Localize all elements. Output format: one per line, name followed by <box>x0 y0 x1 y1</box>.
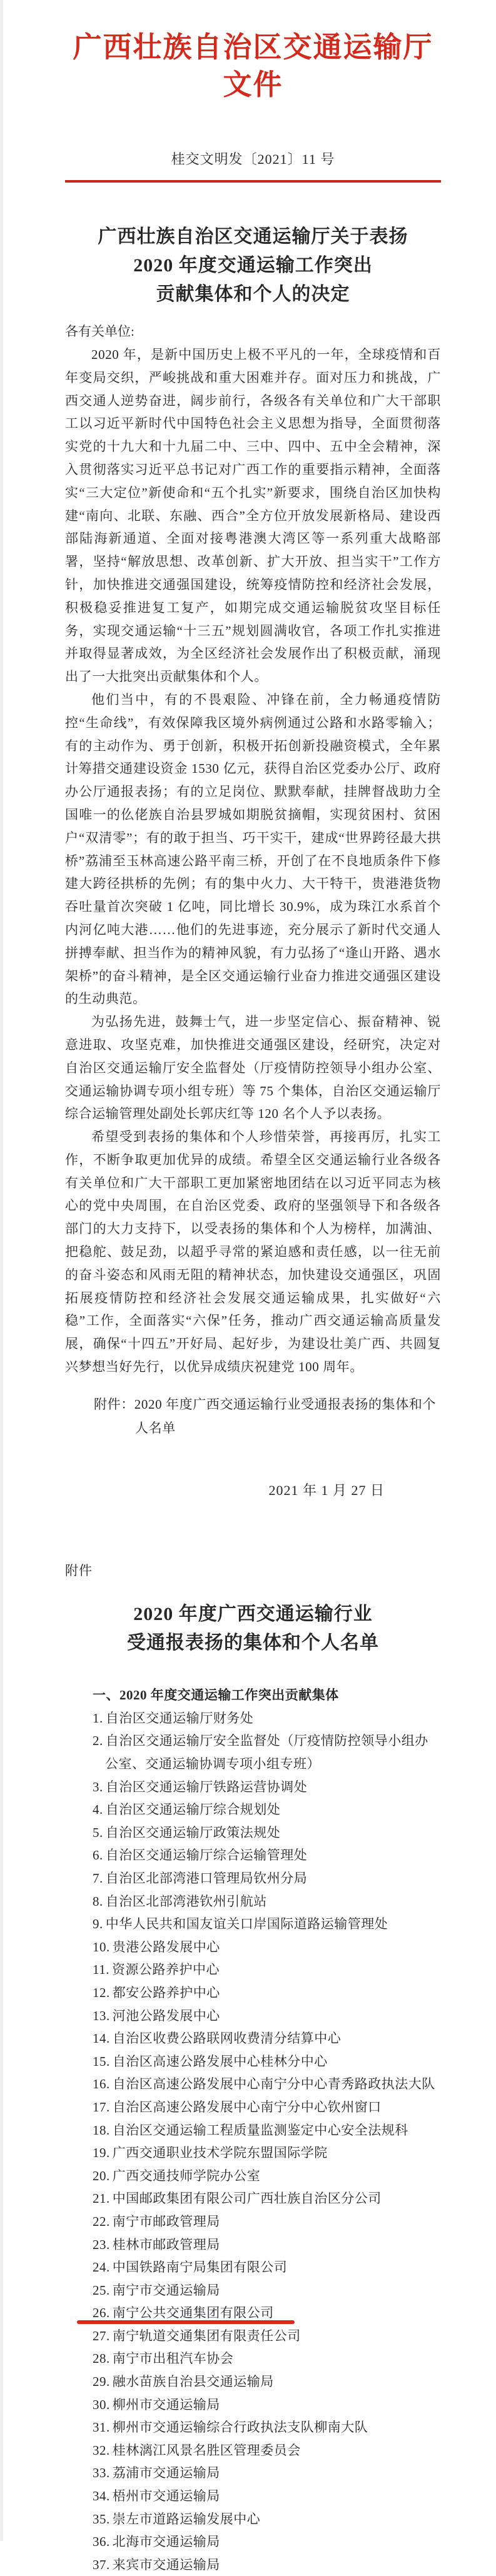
collective-item-10 <box>65 1936 441 1959</box>
collective-item-35 <box>65 2508 441 2531</box>
item-number: 23. <box>93 2236 110 2252</box>
collective-item-5 <box>65 1821 441 1844</box>
decision-title <box>65 223 441 309</box>
collective-item-8 <box>65 1890 441 1913</box>
decision-paragraph-4: 希望受到表扬的集体和个人珍惜荣誉，再接再厉，扎实工作，不断争取更加优异的成绩。希望全区交通运输行业各级各有关单位和广大干部职工更加紧密地团结在以习近平同志为核心的党中央周围，在自治区党委、政府的坚强领导下和各级各部门的大力支持下，以受表扬的集体和个人为榜样，加满油、把稳舵、鼓足劲，以超乎寻常的紧迫感和责任感，以一往无前的奋斗姿态和风雨无阻的精神状态，加快建设交通强区，巩固拓展疫情防控和经济社会发展交通运输成果，扎实做好“六稳”工作，全面落实“六保”任务，推动广西交通运输高质量发展，确保“十四五”开好局、起好步，为建设壮美广西、共圆复兴梦想当好先行，以优异成绩庆祝建党 100 周年。 <box>65 1129 441 1375</box>
item-number: 19. <box>93 2145 110 2161</box>
item-number: 5. <box>93 1824 103 1840</box>
item-text: 南宁市出租汽车协会 <box>112 2351 234 2367</box>
item-number: 31. <box>93 2420 110 2435</box>
item-text: 河池公路发展中心 <box>112 2008 220 2023</box>
item-text: 自治区高速公路发展中心南宁分中心青秀路政执法大队 <box>112 2076 435 2092</box>
item-number: 27. <box>93 2328 110 2343</box>
appendix-label: 附件 <box>65 1562 93 1578</box>
item-number: 2. <box>93 1733 103 1749</box>
decision-title-line-1: 广西壮族自治区交通运输厅关于表扬 <box>98 226 408 247</box>
collective-item-37 <box>65 2553 441 2576</box>
item-number: 10. <box>93 1939 110 1955</box>
collective-item-28 <box>65 2347 441 2370</box>
collective-item-27 <box>65 2325 441 2348</box>
collectives-list <box>65 1707 441 2576</box>
item-text: 南宁市交通运输局 <box>112 2282 220 2298</box>
item-text: 梧州市交通运输局 <box>112 2488 220 2504</box>
issue-date: 2021 年 1 月 27 日 <box>268 1482 385 1498</box>
item-number: 8. <box>93 1893 103 1909</box>
collective-item-21 <box>65 2187 441 2210</box>
item-number: 1. <box>93 1710 103 1726</box>
item-text: 自治区交通运输厅综合规划处 <box>105 1802 281 1818</box>
collective-item-12 <box>65 1981 441 2005</box>
item-text: 荔浦市交通运输局 <box>112 2465 220 2481</box>
item-number: 29. <box>93 2374 110 2390</box>
collective-item-36 <box>65 2530 441 2553</box>
document-number: 桂交文明发〔2021〕11 号 <box>171 151 335 167</box>
collective-item-15 <box>65 2050 441 2073</box>
item-text: 桂林市邮政管理局 <box>112 2236 220 2252</box>
item-number: 7. <box>93 1871 103 1886</box>
collective-item-31 <box>65 2416 441 2439</box>
item-text: 中华人民共和国友谊关口岸国际道路运输管理处 <box>105 1916 388 1932</box>
item-number: 26. <box>93 2305 110 2321</box>
item-number: 17. <box>93 2099 110 2115</box>
collective-item-19 <box>65 2141 441 2165</box>
collective-item-29 <box>65 2370 441 2393</box>
item-text: 自治区收费公路联网收费清分结算中心 <box>112 2031 342 2046</box>
appendix-title-line-1: 2020 年度广西交通运输行业 <box>133 1603 373 1624</box>
item-text: 自治区北部湾港钦州引航站 <box>105 1893 267 1909</box>
collective-item-20 <box>65 2165 441 2188</box>
item-text: 自治区交通运输厅政策法规处 <box>105 1824 281 1840</box>
item-number: 37. <box>93 2557 110 2572</box>
item-text: 自治区交通运输工程质量监测鉴定中心安全法规科 <box>112 2122 408 2138</box>
item-number: 24. <box>93 2260 110 2275</box>
decision-title-line-3: 贡献集体和个人的决定 <box>156 284 350 304</box>
collective-item-6 <box>65 1844 441 1867</box>
item-text: 中国铁路南宁局集团有限公司 <box>112 2260 288 2275</box>
item-number: 18. <box>93 2122 110 2138</box>
collective-item-2 <box>65 1729 441 1775</box>
item-number: 32. <box>93 2442 110 2458</box>
attachment-note: 附件：2020 年度广西交通运输行业受通报表扬的集体和个人名单 <box>94 1396 437 1436</box>
collective-item-7 <box>65 1867 441 1890</box>
collective-item-32 <box>65 2439 441 2462</box>
item-text: 自治区交通运输厅铁路运营协调处 <box>105 1779 308 1794</box>
item-text: 崇左市道路运输发展中心 <box>112 2511 261 2527</box>
collective-item-3 <box>65 1776 441 1799</box>
item-text: 贵港公路发展中心 <box>112 1939 220 1955</box>
collective-item-34 <box>65 2485 441 2508</box>
item-text: 自治区交通运输厅安全监督处（厅疫情防控领导小组办公室、交通运输协调专项小组专班） <box>105 1733 428 1772</box>
item-number: 33. <box>93 2465 110 2481</box>
collective-item-16 <box>65 2073 441 2096</box>
item-number: 14. <box>93 2031 110 2046</box>
item-text: 自治区高速公路发展中心桂林分中心 <box>112 2053 328 2069</box>
item-text: 广西交通技师学院办公室 <box>112 2168 261 2183</box>
collective-item-22 <box>65 2210 441 2233</box>
decision-paragraph-3: 为弘扬先进，鼓舞士气，进一步坚定信心、振奋精神、锐意进取、攻坚克难，加快推进交通强区建设，经研究，决定对自治区交通运输厅安全监督处（厅疫情防控领导小组办公室、交通运输协调专项小组专班）等 75 个集体，自治区交通运输厅综合运输管理处副处长郭庆红等 120 名个人予以表扬。 <box>65 1014 441 1122</box>
decision-body <box>65 343 441 1379</box>
collective-item-24 <box>65 2256 441 2279</box>
salutation: 各有关单位: <box>65 324 134 339</box>
collective-item-1 <box>65 1707 441 1730</box>
collective-item-30 <box>65 2393 441 2417</box>
collective-item-14 <box>65 2027 441 2050</box>
item-text: 南宁公共交通集团有限公司 <box>112 2305 274 2321</box>
item-number: 4. <box>93 1802 103 1818</box>
item-text: 自治区高速公路发展中心南宁分中心钦州窗口 <box>112 2099 382 2115</box>
item-number: 6. <box>93 1848 103 1863</box>
item-number: 3. <box>93 1779 103 1794</box>
collective-item-9 <box>65 1913 441 1936</box>
collective-item-18 <box>65 2119 441 2142</box>
section-one-heading: 一、2020 年度交通运输工作突出贡献集体 <box>93 1687 339 1703</box>
collective-item-17 <box>65 2096 441 2119</box>
collective-item-33 <box>65 2462 441 2485</box>
collective-item-25 <box>65 2279 441 2302</box>
item-text: 桂林漓江风景名胜区管理委员会 <box>112 2442 301 2458</box>
item-number: 13. <box>93 2008 110 2023</box>
letterhead-title: 广西壮族自治区交通运输厅文件 <box>73 31 433 101</box>
item-number: 30. <box>93 2397 110 2412</box>
item-text: 来宾市交通运输局 <box>112 2557 220 2572</box>
item-text: 自治区交通运输厅综合运输管理处 <box>105 1848 308 1863</box>
item-text: 中国邮政集团有限公司广西壮族自治区分公司 <box>112 2191 382 2206</box>
appendix-title-line-2: 受通报表扬的集体和个人名单 <box>127 1632 379 1653</box>
appendix-title <box>65 1600 441 1658</box>
item-text: 自治区交通运输厅财务处 <box>105 1710 254 1726</box>
item-number: 9. <box>93 1916 103 1932</box>
item-text: 自治区北部湾港口管理局钦州分局 <box>105 1871 308 1886</box>
collective-item-11 <box>65 1958 441 1981</box>
collective-item-13 <box>65 2005 441 2028</box>
item-text: 柳州市交通运输综合行政执法支队柳南大队 <box>112 2420 368 2435</box>
item-number: 16. <box>93 2076 110 2092</box>
item-text: 融水苗族自治县交通运输局 <box>112 2374 274 2390</box>
item-number: 11. <box>93 1962 109 1978</box>
collective-item-26 <box>65 2302 441 2325</box>
item-number: 21. <box>93 2191 110 2206</box>
item-number: 20. <box>93 2168 110 2183</box>
item-number: 12. <box>93 1985 110 2000</box>
red-divider-line <box>65 180 441 183</box>
decision-title-line-2: 2020 年度交通运输工作突出 <box>133 255 373 276</box>
red-underline-mark <box>77 2320 295 2324</box>
decision-paragraph-1: 2020 年，是新中国历史上极不平凡的一年，全球疫情和百年变局交织，严峻挑战和重大困难并存。面对压力和挑战，广西交通人逆势奋进，阔步前行，各级各有关单位和广大干部职工以习近平新时代中国特色社会主义思想为指导，全面贯彻落实党的十九大和十九届二中、三中、四中、五中全会精神，深入贯彻落实习近平总书记对广西工作的重要指示精神，全面落实“三大定位”新使命和“五个扎实”新要求，围绕自治区加快构建“南向、北联、东融、西合”全方位开放发展新格局、建设西部陆海新通道、全面对接粤港澳大湾区等一系列重大战略部署，坚持“解放思想、改革创新、扩大开放、担当实干”工作方针，加快推进交通强国建设，统筹疫情防控和经济社会发展，积极稳妥推进复工复产，如期完成交通运输脱贫攻坚目标任务，实现交通运输“十三五”规划圆满收官，各项工作扎实推进并取得显著成效，为全区经济社会发展作出了积极贡献，涌现出了一大批突出贡献集体和个人。 <box>65 347 441 685</box>
item-number: 25. <box>93 2282 110 2298</box>
item-text: 资源公路养护中心 <box>111 1962 220 1978</box>
item-text: 柳州市交通运输局 <box>112 2397 220 2412</box>
item-text: 都安公路养护中心 <box>112 1985 220 2000</box>
collective-item-4 <box>65 1798 441 1821</box>
item-text: 广西交通职业技术学院东盟国际学院 <box>112 2145 328 2161</box>
item-number: 28. <box>93 2351 110 2367</box>
item-number: 35. <box>93 2511 110 2527</box>
item-number: 15. <box>93 2053 110 2069</box>
item-number: 36. <box>93 2534 110 2550</box>
item-text: 南宁轨道交通集团有限责任公司 <box>112 2328 301 2343</box>
collective-item-23 <box>65 2233 441 2257</box>
item-number: 22. <box>93 2213 110 2229</box>
decision-paragraph-2: 他们当中，有的不畏艰险、冲锋在前，全力畅通疫情防控“生命线”，有效保障我区境外病例通过公路和水路零输入；有的主动作为、勇于创新，积极开拓创新投融资模式，全年累计筹措交通建设资金 1530 亿元，获得自治区党委办公厅、政府办公厅通报表扬；有的立足岗位、默默奉献，挂牌督战助力全国唯一的仫佬族自治县罗城如期脱贫摘帽，实现贫困村、贫困户“双清零”；有的敢于担当、巧干实干，建成“世界跨径最大拱桥”荔浦至玉林高速公路平南三桥，开创了在不良地质条件下修建大跨径拱桥的先例；有的集中火力、大干特干，贵港港货物吞吐量首次突破 1 亿吨，同比增长 30.9%，成为珠江水系首个内河亿吨大港……他们的先进事迹，充分展示了新时代交通人拼搏奉献、担当作为的精神风貌，有力弘扬了“逢山开路、遇水架桥”的奋斗精神，是全区交通运输行业奋力推进交通强区建设的生动典范。 <box>65 692 441 1007</box>
item-text: 北海市交通运输局 <box>112 2534 220 2550</box>
item-text: 南宁市邮政管理局 <box>112 2213 220 2229</box>
item-number: 34. <box>93 2488 110 2504</box>
